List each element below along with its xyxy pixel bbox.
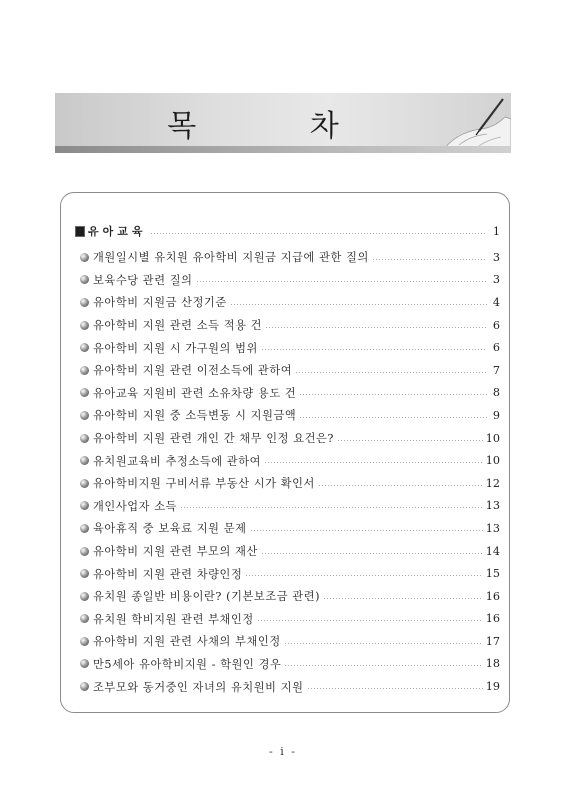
entry-page-number: 13 <box>485 521 500 535</box>
dot-leader <box>196 281 487 282</box>
entry-title: 유아학비 지원금 산정기준 <box>93 296 227 310</box>
toc-entry[interactable] <box>80 472 500 495</box>
entry-page-number: 18 <box>485 657 500 671</box>
entry-title: 유치원교육비 추정소득에 관하여 <box>93 454 262 468</box>
entry-title: 유아학비 지원 관련 이전소득에 관하여 <box>93 364 293 378</box>
entry-page-number: 13 <box>485 499 500 513</box>
dot-leader <box>150 233 487 234</box>
dot-leader <box>284 643 483 644</box>
dot-leader <box>323 598 483 599</box>
toc-list <box>80 246 500 698</box>
dot-leader <box>372 259 487 260</box>
section-page-number: 1 <box>492 224 500 238</box>
dot-leader <box>337 440 483 441</box>
sphere-bullet-icon <box>80 456 89 465</box>
entry-title: 유아학비 지원 관련 소득 적용 건 <box>93 319 263 333</box>
dot-leader <box>265 327 487 328</box>
entry-title: 육아휴직 중 보육료 지원 문제 <box>93 522 247 536</box>
toc-section-heading[interactable] <box>75 222 500 240</box>
entry-title: 유아교육 지원비 관련 소유차량 용도 건 <box>93 386 297 400</box>
entry-title: 유아학비지원 구비서류 부동산 시가 확인서 <box>93 477 315 491</box>
dot-leader <box>318 485 483 486</box>
dot-leader <box>264 462 483 463</box>
entry-page-number: 8 <box>492 386 500 400</box>
entry-page-number: 3 <box>492 273 500 287</box>
toc-entry[interactable] <box>80 427 500 450</box>
sphere-bullet-icon <box>80 547 89 556</box>
toc-entry[interactable] <box>80 449 500 472</box>
toc-entry[interactable] <box>80 585 500 608</box>
entry-page-number: 14 <box>485 544 500 558</box>
entry-page-number: 3 <box>492 250 500 264</box>
entry-title: 유아학비 지원 관련 부모의 재산 <box>93 545 258 559</box>
toc-entry[interactable] <box>80 562 500 585</box>
dot-leader <box>299 394 487 395</box>
dot-leader <box>299 417 487 418</box>
entry-page-number: 4 <box>492 295 500 309</box>
entry-page-number: 10 <box>485 431 500 445</box>
entry-page-number: 19 <box>485 680 500 694</box>
dot-leader <box>261 553 483 554</box>
entry-title: 유아학비 지원 시 가구원의 범위 <box>93 341 258 355</box>
section-label: 유아교육 <box>88 225 147 238</box>
entry-title: 만5세아 유아학비지원 - 학원인 경우 <box>93 657 282 671</box>
sphere-bullet-icon <box>80 592 89 601</box>
sphere-bullet-icon <box>80 298 89 307</box>
sphere-bullet-icon <box>80 569 89 578</box>
square-bullet-icon <box>75 226 85 237</box>
entry-page-number: 15 <box>485 567 500 581</box>
title-banner <box>55 93 511 153</box>
toc-entry[interactable] <box>80 495 500 518</box>
sphere-bullet-icon <box>80 659 89 668</box>
entry-page-number: 6 <box>492 341 500 355</box>
dot-leader <box>180 507 483 508</box>
dot-leader <box>307 688 483 689</box>
entry-title: 유아학비 지원 관련 개인 간 채무 인정 요건은? <box>93 432 335 446</box>
toc-entry[interactable] <box>80 246 500 269</box>
sphere-bullet-icon <box>80 388 89 397</box>
entry-page-number: 16 <box>485 589 500 603</box>
sphere-bullet-icon <box>80 479 89 488</box>
entry-title: 유아학비 지원 관련 사채의 부채인정 <box>93 635 281 649</box>
sphere-bullet-icon <box>80 321 89 330</box>
toc-entry[interactable] <box>80 517 500 540</box>
sphere-bullet-icon <box>80 682 89 691</box>
sphere-bullet-icon <box>80 366 89 375</box>
entry-page-number: 17 <box>485 634 500 648</box>
hand-with-pen-icon <box>421 93 511 153</box>
entry-page-number: 16 <box>485 612 500 626</box>
toc-entry[interactable] <box>80 359 500 382</box>
toc-entry[interactable] <box>80 675 500 698</box>
entry-page-number: 6 <box>492 318 500 332</box>
toc-entry[interactable] <box>80 336 500 359</box>
sphere-bullet-icon <box>80 343 89 352</box>
entry-page-number: 10 <box>485 454 500 468</box>
sphere-bullet-icon <box>80 524 89 533</box>
dot-leader <box>295 372 487 373</box>
page-footer-number: - i - <box>269 745 297 758</box>
entry-title: 유아학비 지원 중 소득변동 시 지원금액 <box>93 409 297 423</box>
toc-entry[interactable] <box>80 653 500 676</box>
entry-title: 개원일시별 유치원 유아학비 지원금 지급에 관한 질의 <box>93 251 369 265</box>
toc-entry[interactable] <box>80 382 500 405</box>
entry-title: 개인사업자 소득 <box>93 499 178 513</box>
toc-entry[interactable] <box>80 540 500 563</box>
sphere-bullet-icon <box>80 253 89 262</box>
entry-page-number: 9 <box>492 408 500 422</box>
toc-entry[interactable] <box>80 291 500 314</box>
page-title: 목 차 <box>167 109 391 144</box>
toc-entry[interactable] <box>80 269 500 292</box>
sphere-bullet-icon <box>80 434 89 443</box>
sphere-bullet-icon <box>80 637 89 646</box>
entry-title: 유아학비 지원 관련 차량인정 <box>93 567 243 581</box>
toc-entry[interactable] <box>80 314 500 337</box>
banner-underline <box>55 146 511 153</box>
entry-title: 보육수당 관련 질의 <box>93 273 193 287</box>
dot-leader <box>230 304 487 305</box>
entry-page-number: 12 <box>485 476 500 490</box>
entry-page-number: 7 <box>492 363 500 377</box>
entry-title: 유치원 종일반 비용이란? (기본보조금 관련) <box>93 590 321 604</box>
entry-title: 유치원 학비지원 관련 부채인정 <box>93 612 254 626</box>
dot-leader <box>284 665 482 666</box>
entry-title: 조부모와 동거중인 자녀의 유치원비 지원 <box>93 680 304 694</box>
sphere-bullet-icon <box>80 275 89 284</box>
dot-leader <box>257 620 483 621</box>
dot-leader <box>250 530 483 531</box>
dot-leader <box>245 575 482 576</box>
sphere-bullet-icon <box>80 501 89 510</box>
sphere-bullet-icon <box>80 411 89 420</box>
toc-entry[interactable] <box>80 630 500 653</box>
toc-entry[interactable] <box>80 404 500 427</box>
toc-entry[interactable] <box>80 608 500 631</box>
dot-leader <box>261 349 487 350</box>
sphere-bullet-icon <box>80 614 89 623</box>
